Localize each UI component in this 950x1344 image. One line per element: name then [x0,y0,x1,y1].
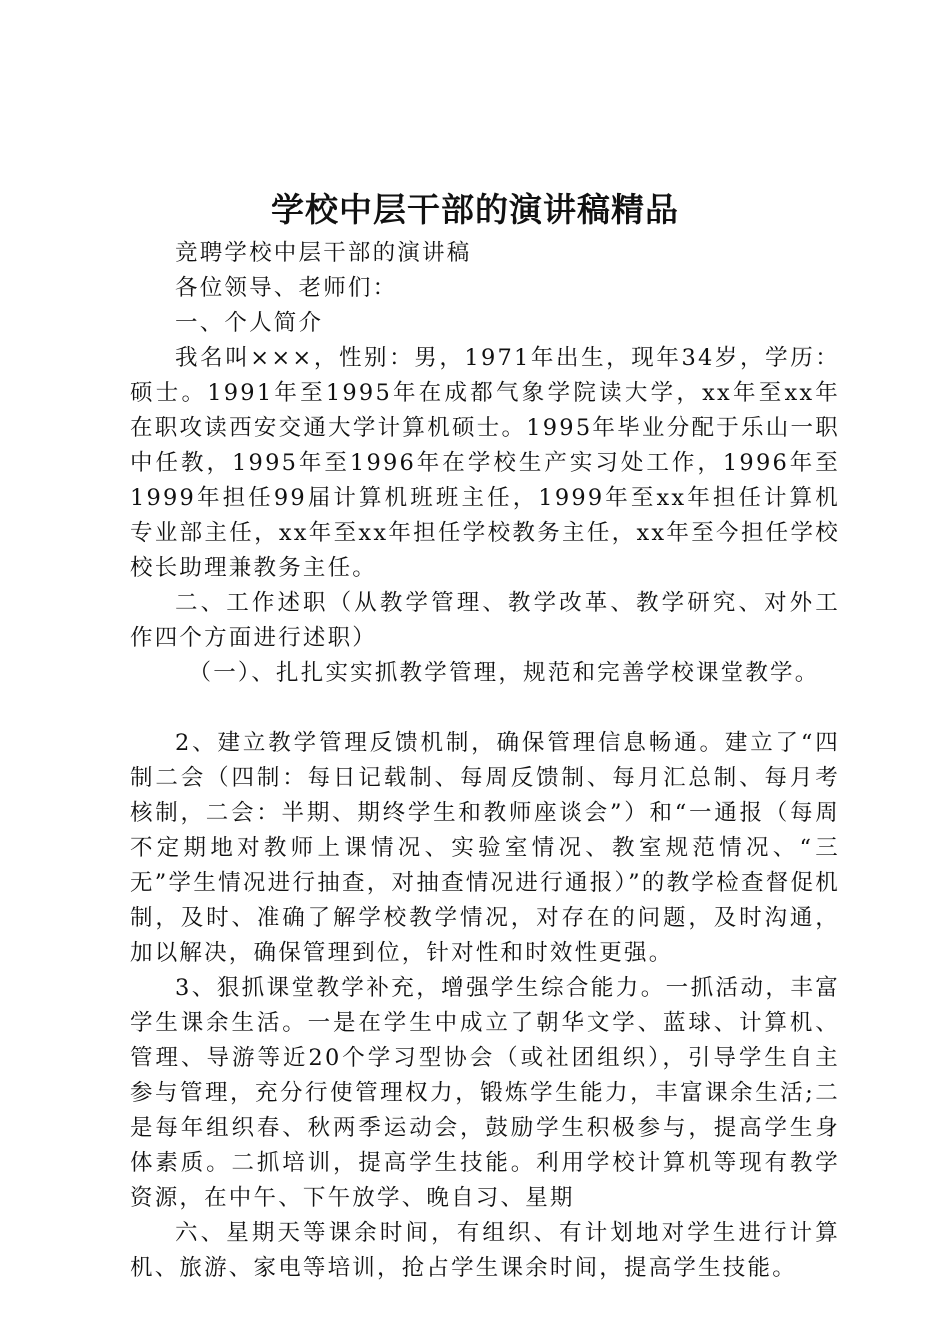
subsection-heading-teaching-management: （一）、扎扎实实抓教学管理，规范和完善学校课堂教学。 [188,660,820,686]
document-body [130,236,840,1286]
document-title: 学校中层干部的演讲稿精品 [271,190,679,229]
paragraph-weekend-training: 六、星期天等课余时间，有组织、有计划地对学生进行计算机、旅游、家电等培训，抢占学生课余时间，提高学生技能。 [130,1220,840,1281]
paragraph-personal-intro: 我名叫×××，性别：男，1971年出生，现年34岁，学历：硕士。1991年至1995年在成都气象学院读大学，xx年至xx年在职攻读西安交通大学计算机硕士。1995年毕业分配于乐山一职中任教，1995年至1996年在学校生产实习处工作，1996年至1999年担任99届计算机班班主任，1999年至xx年担任计算机专业部主任，xx年至xx年担任学校教务主任，xx年至今担任学校校长助理兼教务主任。 [130,345,840,581]
section-heading-work-report: 二、工作述职（从教学管理、教学改革、教学研究、对外工作四个方面进行述职） [130,590,840,651]
paragraph-feedback-mechanism: 2、建立教学管理反馈机制，确保管理信息畅通。建立了“四制二会（四制：每日记载制、每周反馈制、每月汇总制、每月考核制，二会：半期、期终学生和教师座谈会”）和“一通报（每周不定期地对教师上课情况、实验室情况、教室规范情况、“三无”学生情况进行抽查，对抽查情况进行通报）”的教学检查督促机制，及时、准确了解学校教学情况，对存在的问题，及时沟通，加以解决，确保管理到位，针对性和时效性更强。 [130,730,840,966]
paragraph-classroom-supplement: 3、狠抓课堂教学补充，增强学生综合能力。一抓活动，丰富学生课余生活。一是在学生中成立了朝华文学、蓝球、计算机、管理、导游等近20个学习型协会（或社团组织），引导学生自主参与管理，充分行使管理权力，锻炼学生能力，丰富课余生活;二是每年组织春、秋两季运动会，鼓励学生积极参与，提高学生身体素质。二抓培训，提高学生技能。利用学校计算机等现有教学资源，在中午、下午放学、晚自习、星期 [130,975,840,1211]
section-heading-intro: 一、个人简介 [175,310,324,336]
speech-heading: 竞聘学校中层干部的演讲稿 [175,240,472,266]
salutation: 各位领导、老师们： [175,275,398,301]
